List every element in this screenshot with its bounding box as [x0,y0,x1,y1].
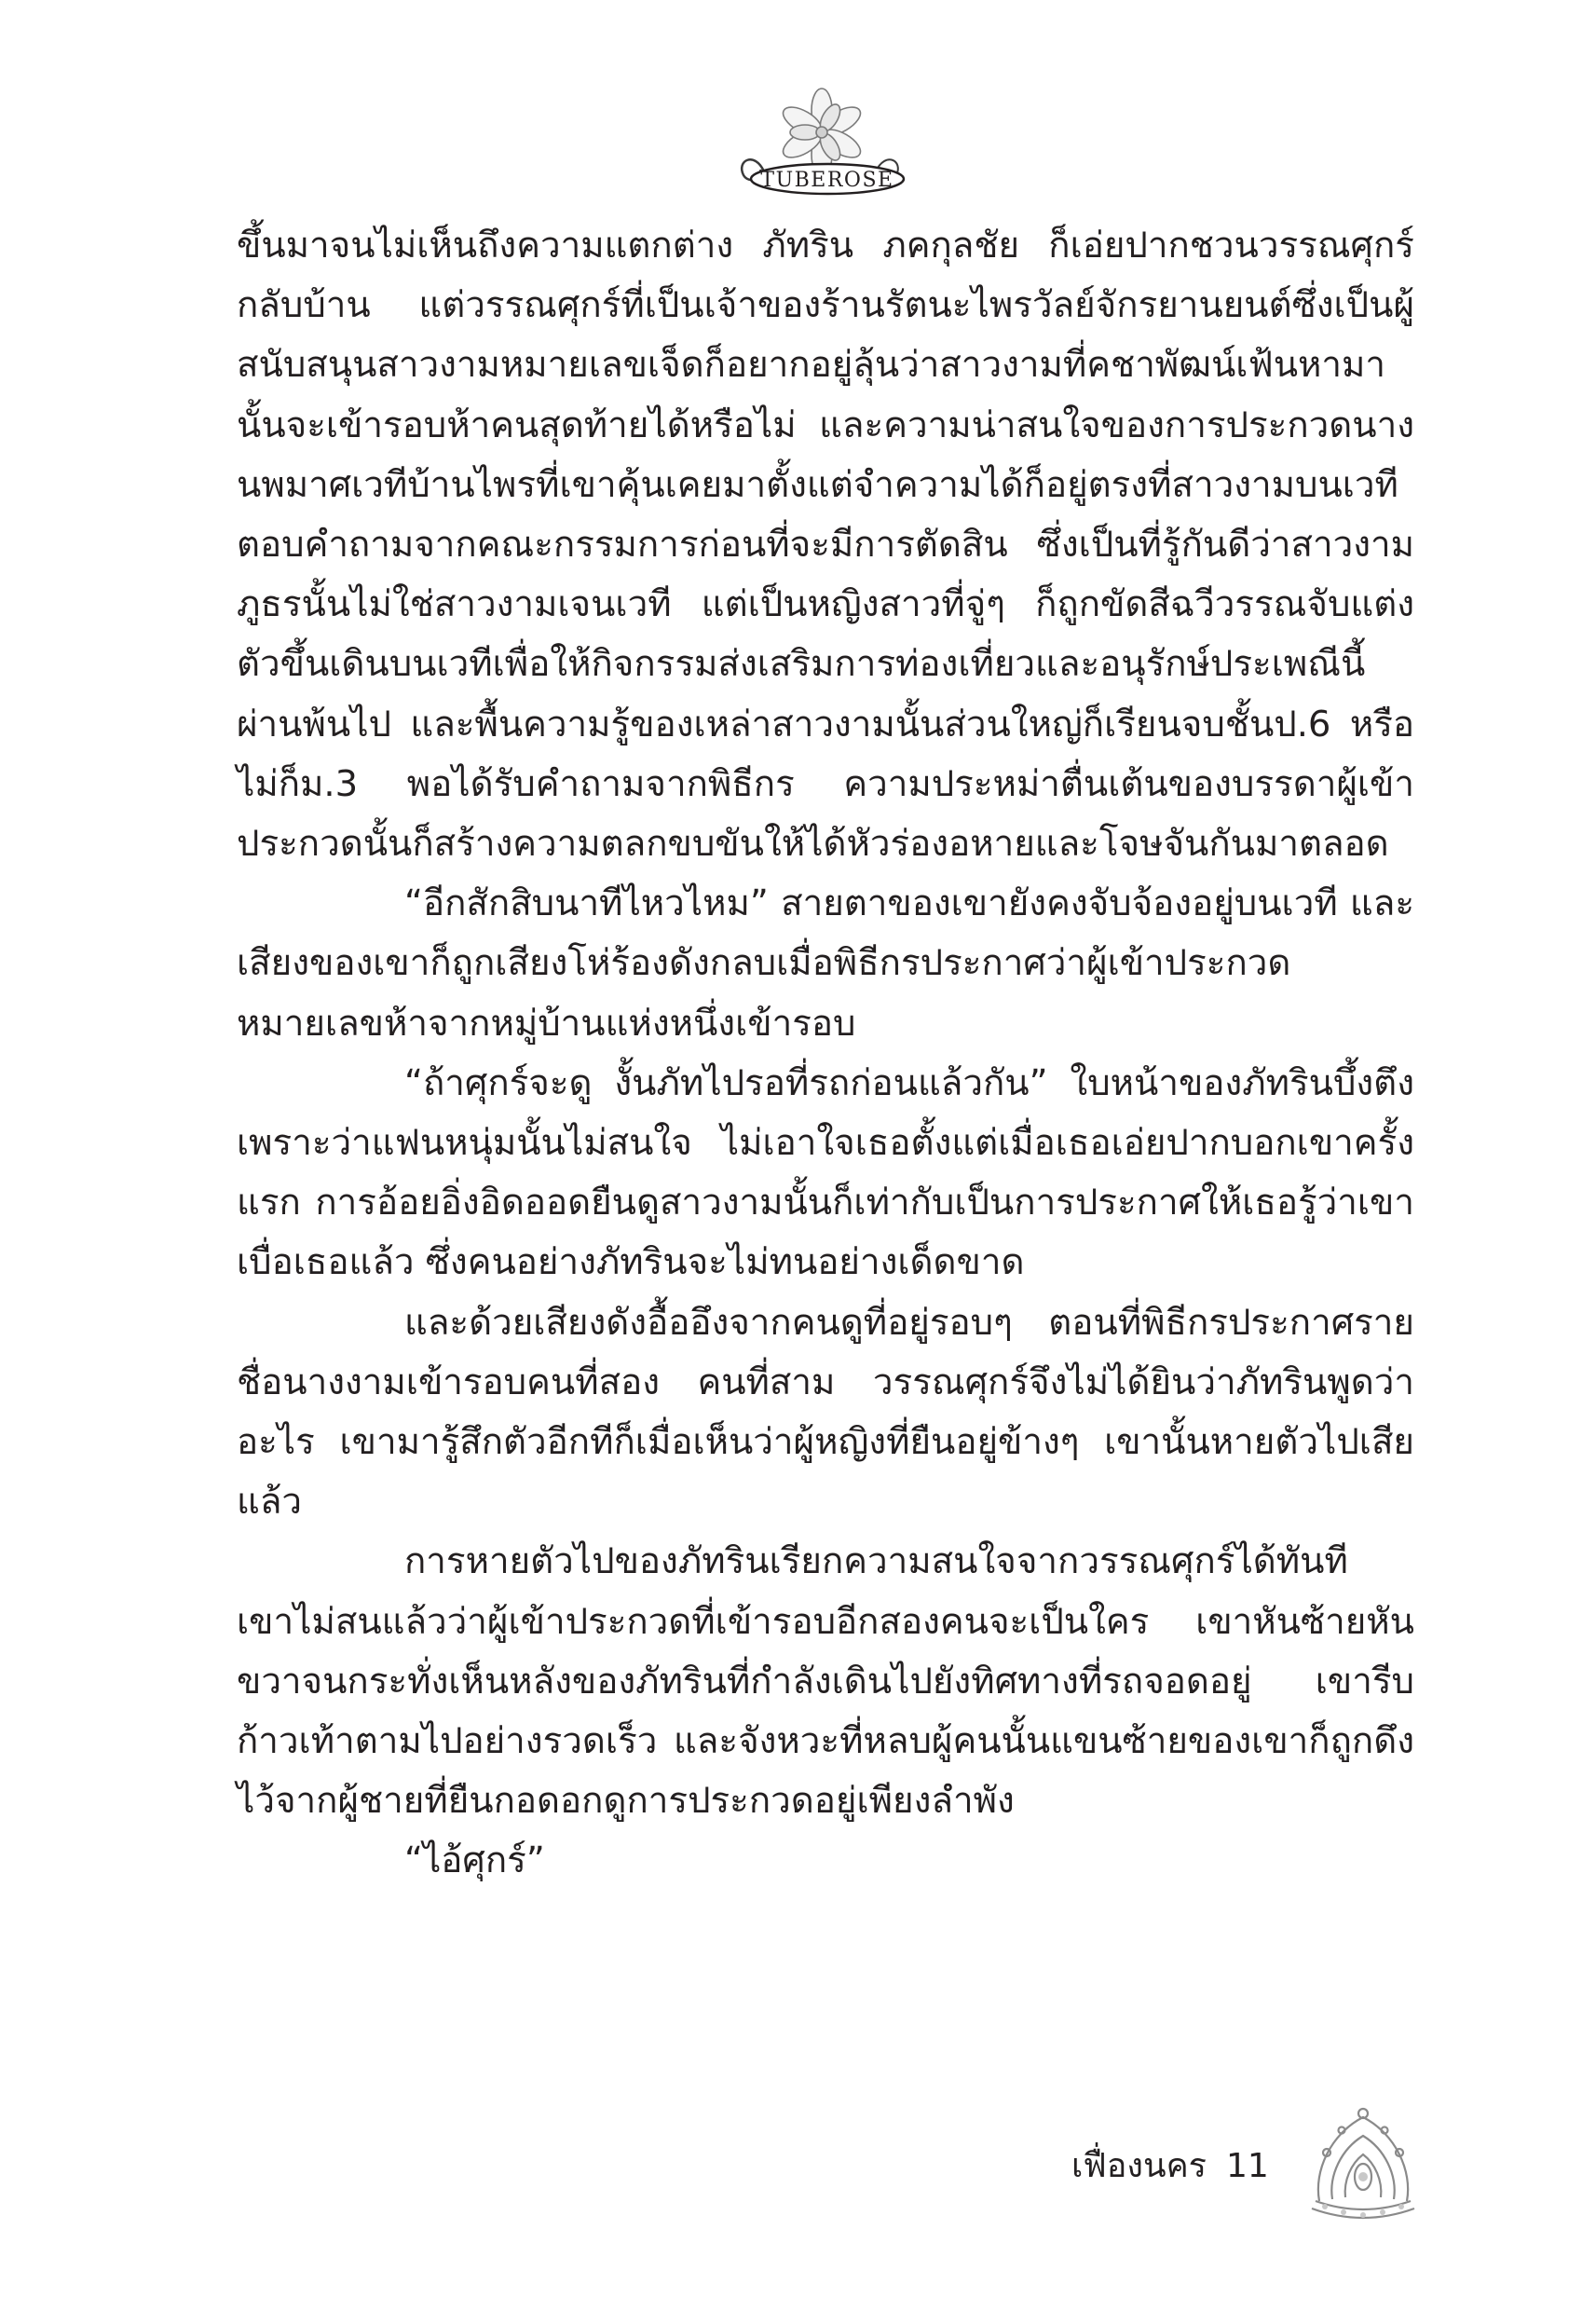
chapter-body [237,216,1414,1892]
paragraph: “ถ้าศุกร์จะดู งั้นภัทไปรอที่รถก่อนแล้วกัน” ใบหน้าของภัทรินบึ้งตึงเพราะว่าแฟนหนุ่มนั้นไม่สนใจ ไม่เอาใจเธอตั้งแต่เมื่อเธอเอ่ยปากบอกเขาครั้งแรก การอ้อยอิ่งอิดออดยืนดูสาวงามนั้นก็เท่ากับเป็นการประกาศให้เธอรู้ว่าเขาเบื่อเธอแล้ว ซึ่งคนอย่างภัทรินจะไม่ทนอย่างเด็ดขาด [237,1061,1414,1284]
logo-text: TUBEROSE [760,169,894,192]
running-title: เฟื่องนคร [1071,2147,1207,2185]
paragraph: “อีกสักสิบนาทีไหวไหม” สายตาของเขายังคงจับจ้องอยู่บนเวที และเสียงของเขาก็ถูกเสียงโห่ร้องดังกลบเมื่อพิธีกรประกาศว่าผู้เข้าประกวดหมายเลขห้าจากหมู่บ้านแห่งหนึ่งเข้ารอบ [237,882,1414,1045]
paragraph: การหายตัวไปของภัทรินเรียกความสนใจจากวรรณศุกร์ได้ทันที เขาไม่สนแล้วว่าผู้เข้าประกวดที่เข้ารอบอีกสองคนจะเป็นใคร เขาหันซ้ายหันขวาจนกระทั่งเห็นหลังของภัทรินที่กำลังเดินไปยังทิศทางที่รถจอดอยู่ เขารีบก้าวเท้าตามไปอย่างรวดเร็ว และจังหวะที่หลบผู้คนนั้นแขนซ้ายของเขาก็ถูกดึงไว้จากผู้ชายที่ยืนกอดอกดูการประกวดอยู่เพียงลำพัง [237,1540,1414,1823]
paragraph: และด้วยเสียงดังอื้ออึงจากคนดูที่อยู่รอบๆ ตอนที่พิธีกรประกาศรายชื่อนางงามเข้ารอบคนที่สอง คนที่สาม วรรณศุกร์จึงไม่ได้ยินว่าภัทรินพูดว่าอะไร เขามารู้สึกตัวอีกทีก็เมื่อเห็นว่าผู้หญิงที่ยืนอยู่ข้างๆ เขานั้นหายตัวไปเสียแล้ว [237,1301,1414,1524]
tuberose-logo [727,86,913,207]
page-number: 11 [1226,2147,1269,2185]
tiara-crown-icon [1293,2097,1433,2236]
paragraph: “ไอ้ศุกร์” [404,1839,545,1882]
paragraph: ขึ้นมาจนไม่เห็นถึงความแตกต่าง ภัทริน ภคกุลชัย ก็เอ่ยปากชวนวรรณศุกร์กลับบ้าน แต่วรรณศุกร์ที่เป็นเจ้าของร้านรัตนะไพรวัลย์จักรยานยนต์ซึ่งเป็นผู้สนับสนุนสาวงามหมายเลขเจ็ดก็อยากอยู่ลุ้นว่าสาวงามที่คชาพัฒน์เฟ้นหามานั้นจะเข้ารอบห้าคนสุดท้ายได้หรือไม่ และความน่าสนใจของการประกวดนางนพมาศเวทีบ้านไพรที่เขาคุ้นเคยมาตั้งแต่จำความได้ก็อยู่ตรงที่สาวงามบนเวทีตอบคำถามจากคณะกรรมการก่อนที่จะมีการตัดสิน ซึ่งเป็นที่รู้กันดีว่าสาวงามภูธรนั้นไม่ใช่สาวงามเจนเวที แต่เป็นหญิงสาวที่จู่ๆ ก็ถูกขัดสีฉวีวรรณจับแต่งตัวขึ้นเดินบนเวทีเพื่อให้กิจกรรมส่งเสริมการท่องเที่ยวและอนุรักษ์ประเพณีนี้ผ่านพ้นไป และพื้นความรู้ของเหล่าสาวงามนั้นส่วนใหญ่ก็เรียนจบชั้นป.6 หรือไม่ก็ม.3 พอได้รับคำถามจากพิธีกร ความประหม่าตื่นเต้นของบรรดาผู้เข้าประกวดนั้นก็สร้างความตลกขบขันให้ได้หัวร่องอหายและโจษจันกันมาตลอด [237,225,1414,866]
